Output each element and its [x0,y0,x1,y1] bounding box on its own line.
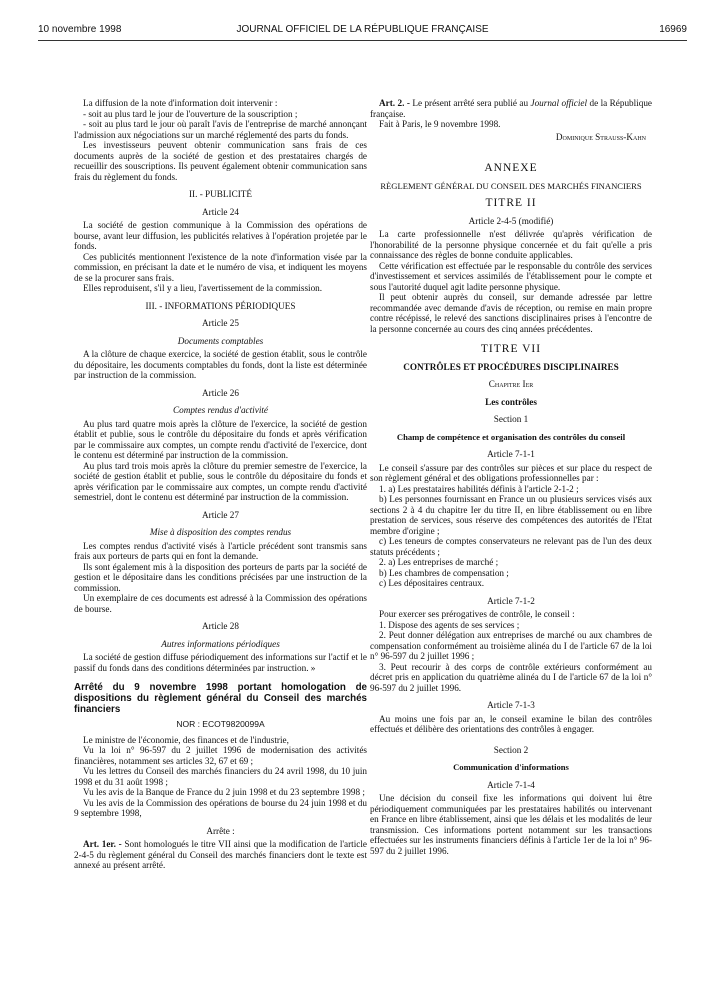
paragraph: A la clôture de chaque exercice, la société de gestion établit, sous le contrôle du dépositaire, les documents comptables du fonds, dont la liste est déterminée par instruction de la commission. [74,349,367,380]
chapitre-subtitle: Les contrôles [485,396,537,407]
paragraph: La diffusion de la note d'information doit intervenir : [83,98,278,108]
article-title: Article 24 [202,206,239,217]
section-heading: Section 1 [493,414,529,424]
article-1-paragraph [74,839,367,871]
header-page-number: 16969 [659,24,687,35]
paragraph: - soit au plus tard le jour où paraît l'avis de l'entreprise de marché annonçant l'admission aux négociations sur un marché réglementé des parts du fonds. [74,119,367,140]
paragraph: Les comptes rendus d'activité visés à l'article précédent sont transmis sans frais aux porteurs de parts qui en font la demande. [74,540,367,561]
list-item: 1. a) Les prestataires habilités définis à l'article 2-1-2 ; [379,483,579,494]
annexe-title: ANNEXE [484,162,538,174]
arrete-title: Arrêté du 9 novembre 1998 portant homologation de dispositions du règlement général du Conseil des marchés financiers [74,682,367,715]
chapitre-title: Chapitre Ier [488,379,534,389]
paragraph: Elles reproduisent, s'il y a lieu, l'avertissement de la commission. [83,283,323,293]
paragraph: Il peut obtenir auprès du conseil, sur demande adressée par lettre recommandée avec demande d'avis de réception, ou remise en main propre contre récépissé, le relevé des sanctions disciplinaires prises à l'encontre de la personne concernée au cours des cinq années précédentes. [370,292,652,334]
list-item: 2. Peut donner délégation aux entreprises de marché ou aux chambres de compensation conformément au troisième alinéa du I de l'article 67 de la loi n° 96-597 du 2 juillet 1996 ; [370,630,652,661]
paragraph: Pour exercer ses prérogatives de contrôle, le conseil : [379,609,575,619]
paragraph: La société de gestion diffuse périodiquement des informations sur l'actif et le passif du fonds dans des conditions déterminées par instruction. » [74,652,367,673]
right-column [370,98,652,856]
article-1-label: Art. 1er. - [83,839,122,850]
article-2-journal: Journal officiel [530,98,588,108]
article-title: Article 7-1-3 [487,700,535,710]
paragraph: Ils sont également mis à la disposition des porteurs de parts par la société de gestion et le dépositaire dans les conditions précisées par une instruction de la commission. [74,561,367,593]
paragraph: Ces publicités mentionnent l'existence de la note d'information visée par la commission, en précisant la date et le numéro de visa, et indiquent les moyens de se la procurer sans frais. [74,251,367,283]
reglement-title: RÈGLEMENT GÉNÉRAL DU CONSEIL DES MARCHÉS FINANCIERS [380,180,642,191]
article-subtitle: Autres informations périodiques [161,638,280,649]
paragraph: Cette vérification est effectuée par le responsable du contrôle des services d'investissement et services assimilés de l'établissement pour le compte et sous l'autorité duquel agit ladite personne physique. [370,260,652,292]
article-title: Article 27 [202,509,239,520]
header-journal-title: JOURNAL OFFICIEL DE LA RÉPUBLIQUE FRANÇAISE [236,24,489,35]
article-subtitle: Mise à disposition des comptes rendus [149,527,292,537]
list-item: 3. Peut recourir à des corps de contrôle extérieurs conformément au décret pris en application du quatrième alinéa du I de l'article 67 de la loi n° 96-597 du 2 juillet 1996. [370,661,652,693]
page-header [38,24,687,41]
article-title: Article 28 [202,621,239,631]
article-2-label: Art. 2. - [379,98,410,108]
article-subtitle: Comptes rendus d'activité [172,405,268,415]
section-title: II. - PUBLICITÉ [188,189,253,199]
section-subtitle: Communication d'informations [453,762,569,772]
paragraph: - soit au plus tard le jour de l'ouverture de la souscription ; [83,108,298,119]
article-1-text: Sont homologués le titre VII ainsi que la modification de l'article 2-4-5 du règlement général du Conseil des marchés financiers dont le texte est annexé au présent arrêté. [74,839,367,871]
paragraph: Le ministre de l'économie, des finances et de l'industrie, [83,734,289,745]
article-title: Article 2-4-5 (modifié) [468,215,554,226]
article-title: Article 26 [202,387,239,398]
list-item: c) Les teneurs de comptes conservateurs ne relevant pas de l'un des deux statuts précédents ; [370,536,652,557]
paragraph: Au plus tard quatre mois après la clôture de l'exercice, la société de gestion établit et publie, sous le contrôle du dépositaire du fonds et après vérification par le commissaire aux comptes, un compte rendu d'activité de l'exercice, dont le contenu est déterminé par instruction de la commission. [74,418,367,460]
paragraph: Un exemplaire de ces documents est adressé à la Commission des opérations de bourse. [74,593,367,614]
list-item: b) Les personnes fournissant en France un ou plusieurs services visés aux sections 2 à 4 du chapitre Ier du titre II, en libre établissement ou en libre prestation de services, sous réserve des compétences des autorités de l'Etat membre d'origine ; [370,494,652,536]
article-title: Article 25 [202,318,239,328]
article-title: Article 7-1-1 [487,449,535,459]
nor-reference: NOR : ECOT9820099A [176,719,265,730]
titre-heading: TITRE VII [480,343,542,355]
paragraph: Vu les avis de la Banque de France du 2 juin 1998 et du 23 septembre 1998 ; [83,787,365,798]
controles-title: CONTRÔLES ET PROCÉDURES DISCIPLINAIRES [403,361,619,372]
article-2-text-end: de la République française. [370,98,652,119]
section-title: III. - INFORMATIONS PÉRIODIQUES [145,300,296,311]
article-title: Article 7-1-4 [487,779,535,790]
paragraph: Au plus tard trois mois après la clôture du premier semestre de l'exercice, la société de gestion établit et publie, sous le contrôle du dépositaire du fonds et après vérification par le commissaire aux comptes, un compte rendu d'activité semestriel, dont le contenu est déterminé par instruction de la commission. [74,460,367,502]
paragraph: Une décision du conseil fixe les informations qui doivent lui être périodiquement communiquées par les prestataires habilités ou intervenant en France en libre établissement, ainsi que les délais et les modalités de leur transmission. Ces informations portent notamment sur les transactions effectuées sur les instruments financiers définis à l'article 1er de la loi n° 96-597 du 2 juillet 1996. [370,793,652,856]
left-column [74,98,367,871]
paragraph: Vu la loi n° 96-597 du 2 juillet 1996 de modernisation des activités financières, notamment ses articles 32, 67 et 69 ; [74,745,367,766]
header-date: 10 novembre 1998 [38,24,122,35]
paragraph: Vu les lettres du Conseil des marchés financiers du 24 avril 1998, du 10 juin 1998 et du 31 août 1998 ; [74,766,367,787]
paragraph: Vu les avis de la Commission des opérations de bourse du 24 juin 1998 et du 9 septembre 1998, [74,797,367,819]
arrete-word: Arrête : [206,825,235,836]
signature: Dominique Strauss-Kahn [555,131,646,142]
paragraph: Au moins une fois par an, le conseil examine le bilan des contrôles effectués et délibère des orientations des contrôles à engager. [370,713,652,734]
article-title: Article 7-1-2 [487,595,535,606]
paragraph: La société de gestion communique à la Commission des opérations de bourse, avant leur diffusion, les publicités relatives à l'opération projetée par le fonds. [74,220,367,251]
paragraph: Les investisseurs peuvent obtenir communication sans frais de ces documents auprès de la société de gestion et des prestataires chargés de recueillir des souscriptions. Ils peuvent également obtenir communication sans frais du règlement du fonds. [74,140,367,182]
list-item: 1. Dispose des agents de ses services ; [379,619,520,630]
paragraph: Fait à Paris, le 9 novembre 1998. [379,119,501,129]
article-2-paragraph [370,98,652,119]
paragraph: Le conseil s'assure par des contrôles sur pièces et sur place du respect de son règlement général et des obligations professionnelles par : [370,462,652,483]
list-item: 2. a) Les entreprises de marché ; [379,557,499,567]
paragraph: La carte professionnelle n'est délivrée qu'après vérification de l'honorabilité de la personne physique concernée et du fait qu'elle a pris connaissance des règles de bonne conduite applicables. [370,229,652,260]
section-heading: Section 2 [493,744,529,755]
section-subtitle: Champ de compétence et organisation des contrôles du conseil [396,431,626,442]
titre-heading: TITRE II [485,197,537,209]
list-item: b) Les chambres de compensation ; [379,567,509,578]
list-item: c) Les dépositaires centraux. [379,578,485,588]
article-2-text: Le présent arrêté sera publié au [412,98,529,108]
article-subtitle: Documents comptables [177,335,264,346]
